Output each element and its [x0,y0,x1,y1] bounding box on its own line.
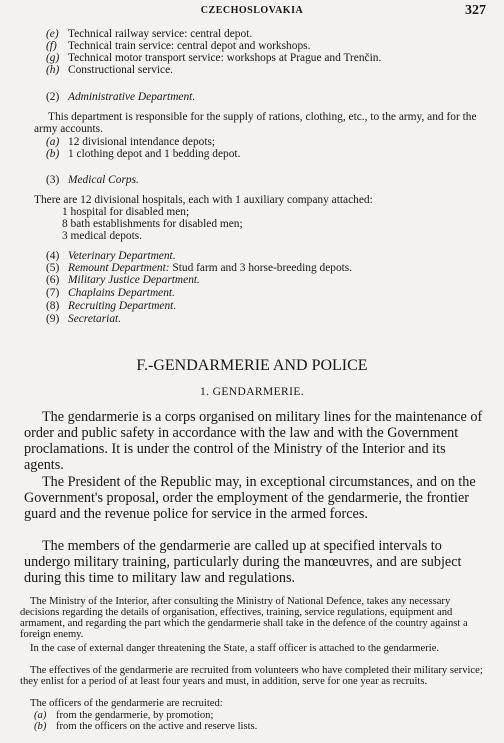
list-item: 8 bath establishments for disabled men; [62,218,243,230]
running-header [0,4,504,20]
dept-heading: (3) Medical Corps. [46,174,139,186]
list-item: (b) 1 clothing depot and 1 bedding depot. [46,148,241,160]
paragraph: This department is responsible for the supply of rations, clothing, etc., to the army, and for the army accounts. [34,111,477,135]
paragraph: In the case of external danger threatening the State, a staff officer is attached to the gendarmerie. [30,643,440,654]
list-item: (g) Technical motor transport service: workshops at Prague and Trenčin. [46,52,382,64]
paragraph: There are 12 divisional hospitals, each with 1 auxiliary company attached: [34,194,373,206]
section-subtitle: 1. GENDARMERIE. [199,386,305,398]
dept-heading: (6) Military Justice Department. [46,274,200,286]
dept-heading: (9) Secretariat. [46,313,122,325]
list-item: 3 medical depots. [62,230,143,242]
list-item: (f) Technical train service: central depot and workshops. [46,40,311,52]
paragraph: The gendarmerie is a corps organised on military lines for the maintenance of order and public safety in accordance with the law and with the Government proclamations. It is under the control of the Ministry of the Interior and its agents. [24,409,483,473]
paragraph: The effectives of the gendarmerie are recruited from volunteers who have completed their military service; they enlist for a period of at least four years and must, in addition, serve for one year as recruits. [20,665,483,687]
paragraph: The officers of the gendarmerie are recruited: [30,698,223,709]
dept-heading: (7) Chaplains Department. [46,287,175,299]
section-title: F.-GENDARMERIE AND POLICE [136,357,368,374]
list-item: (a) from the gendarmerie, by promotion; [34,710,214,721]
dept-heading: (5) Remount Department: Stud farm and 3 horse-breeding depots. [46,262,353,274]
list-item: (h) Constructional service. [46,64,174,76]
dept-heading: (8) Recruiting Department. [46,300,177,312]
paragraph: The Ministry of the Interior, after consulting the Ministry of National Defence, takes any necessary decisions regarding the details of organisation, effectives, training, service regulations, equipment and armament, and regarding the part which the gendarmerie shall take in the defence of the country against a foreign enemy. [20,596,468,640]
page-number: 327 [465,3,486,18]
dept-heading: (4) Veterinary Department. [46,250,176,262]
list-item: 1 hospital for disabled men; [62,206,190,218]
list-item: (e) Technical railway service: central depot. [46,28,253,40]
paragraph: The President of the Republic may, in exceptional circumstances, and on the Government's proposal, order the employment of the gendarmerie, the frontier guard and the revenue police for service in the armed forces. [24,474,476,522]
header-title: CZECHOSLOVAKIA [200,5,304,16]
dept-heading: (2) Administrative Department. [46,91,196,103]
list-item: (a) 12 divisional intendance depots; [46,136,216,148]
list-item: (b) from the officers on the active and reserve lists. [34,721,258,732]
paragraph: The members of the gendarmerie are called up at specified intervals to undergo military training, particularly during the manœuvres, and are subject during this time to military law and regulations. [24,538,462,586]
